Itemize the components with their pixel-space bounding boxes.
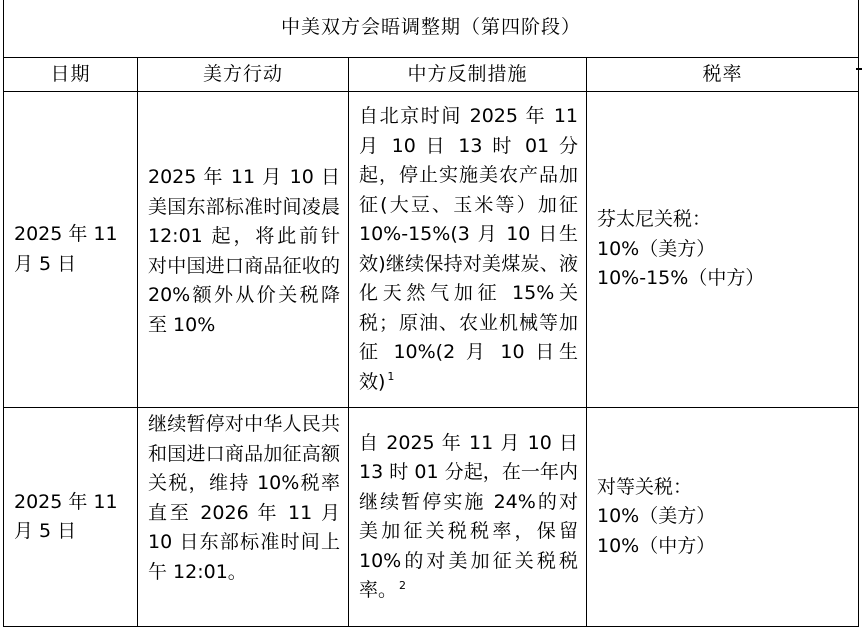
cn-measures-text: 自 2025 年 11 月 10 日 13 时 01 分起，在一年内继续暂停实施 24%的对美加征关税税率，保留 10%的对美加征关税税率。 — [359, 431, 578, 601]
footnote-marker: 1 — [387, 370, 395, 384]
tax-label: 芬太尼关税： — [597, 208, 712, 231]
table-title: 中美双方会晤调整期（第四阶段） — [4, 0, 859, 58]
header-us-action: 美方行动 — [138, 58, 349, 92]
tariff-table — [3, 0, 859, 627]
row-cn-measures — [349, 408, 587, 627]
tax-us: 10%（美方） — [597, 237, 716, 260]
tax-label: 对等关税： — [597, 475, 693, 498]
tax-cn: 10%（中方） — [597, 534, 716, 557]
table-row — [4, 408, 859, 627]
row-tax-rate — [587, 408, 859, 627]
header-row — [4, 58, 859, 92]
row-date: 2025 年 11 月 5 日 — [4, 92, 138, 408]
footnote-marker: 2 — [399, 578, 407, 592]
tax-cn: 10%-15%（中方） — [597, 267, 765, 290]
header-tax-rate: 税率 — [587, 58, 859, 92]
header-cn-measures: 中方反制措施 — [349, 58, 587, 92]
row-date: 2025 年 11 月 5 日 — [4, 408, 138, 627]
tax-us: 10%（美方） — [597, 505, 716, 528]
cn-measures-text: 自北京时间 2025 年 11 月 10 日 13 时 01 分起，停止实施美农产品加征(大豆、玉米等）加征 10%-15%(3 月 10 日生效)继续保持对美煤炭、液化天然气加征 15%关税；原油、农业机械等加征 10%(2 月 10 日生效) — [359, 105, 578, 393]
row-tax-rate — [587, 92, 859, 408]
row-cn-measures — [349, 92, 587, 408]
header-date: 日期 — [4, 58, 138, 92]
row-us-action: 继续暂停对中华人民共和国进口商品加征高额关税，维持 10%税率直至 2026 年 11 月 10 日东部标准时间上午 12:01。 — [138, 408, 349, 627]
table-row — [4, 92, 859, 408]
title-row — [4, 0, 859, 58]
row-us-action: 2025 年 11 月 10 日美国东部标准时间凌晨 12:01 起，将此前针对中国进口商品征收的 20%额外从价关税降至 10% — [138, 92, 349, 408]
